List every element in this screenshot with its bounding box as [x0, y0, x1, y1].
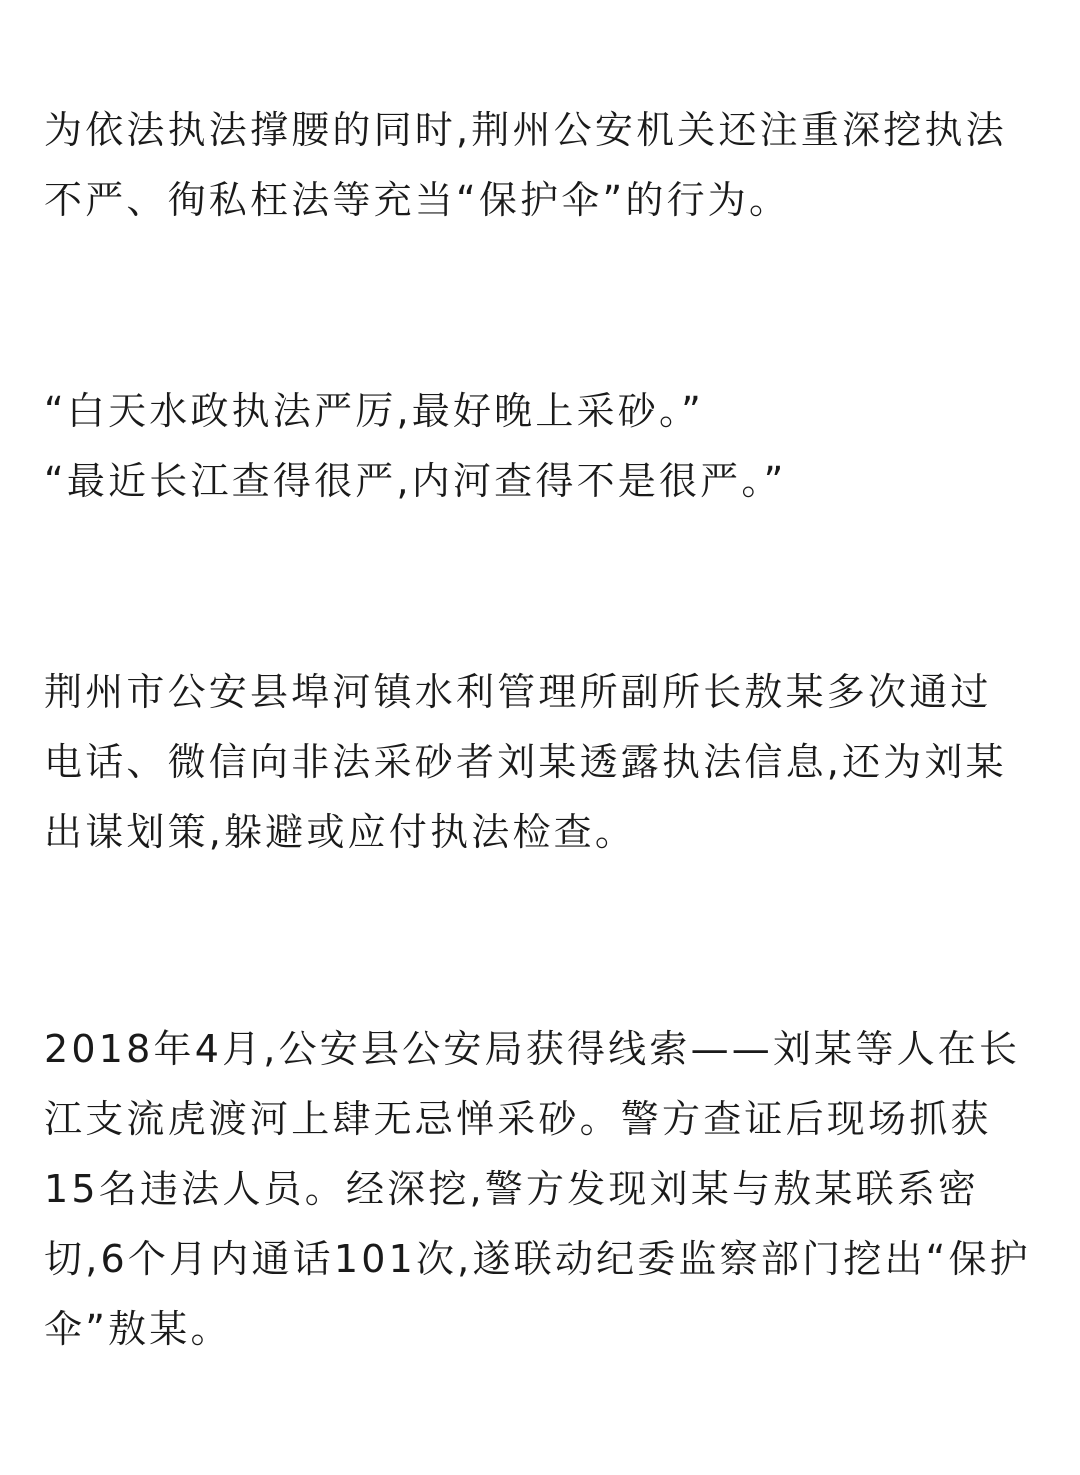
text-line: 出谋划策,躲避或应付执法检查。	[44, 810, 637, 854]
quote-line: “最近长江查得很严,内河查得不是很严。”	[44, 459, 787, 503]
article-body	[44, 95, 1036, 1364]
text-line: 15名违法人员。经深挖,警方发现刘某与敖某联系密	[44, 1167, 980, 1211]
quote-line: “白天水政执法严厉,最好晚上采砂。”	[44, 389, 705, 433]
text-line: 荆州市公安县埠河镇水利管理所副所长敖某多次通过	[44, 670, 992, 714]
paragraph-4	[44, 1014, 1036, 1364]
text-line: 2018年4月,公安县公安局获得线索——刘某等人在长	[44, 1027, 1021, 1071]
paragraph-1	[44, 95, 1036, 235]
paragraph-2-quotes	[44, 376, 1036, 516]
paragraph-spacer	[44, 867, 1036, 1014]
text-line: 不严、徇私枉法等充当“保护伞”的行为。	[44, 178, 791, 222]
paragraph-spacer	[44, 235, 1036, 376]
text-line: 伞”敖某。	[44, 1307, 232, 1351]
paragraph-spacer	[44, 516, 1036, 657]
text-line: 电话、微信向非法采砂者刘某透露执法信息,还为刘某	[44, 740, 1007, 784]
paragraph-3	[44, 657, 1036, 867]
text-line: 为依法执法撑腰的同时,荆州公安机关还注重深挖执法	[44, 108, 1007, 152]
text-line: 切,6个月内通话101次,遂联动纪委监察部门挖出“保护	[44, 1237, 1031, 1281]
text-line: 江支流虎渡河上肆无忌惮采砂。警方查证后现场抓获	[44, 1097, 992, 1141]
